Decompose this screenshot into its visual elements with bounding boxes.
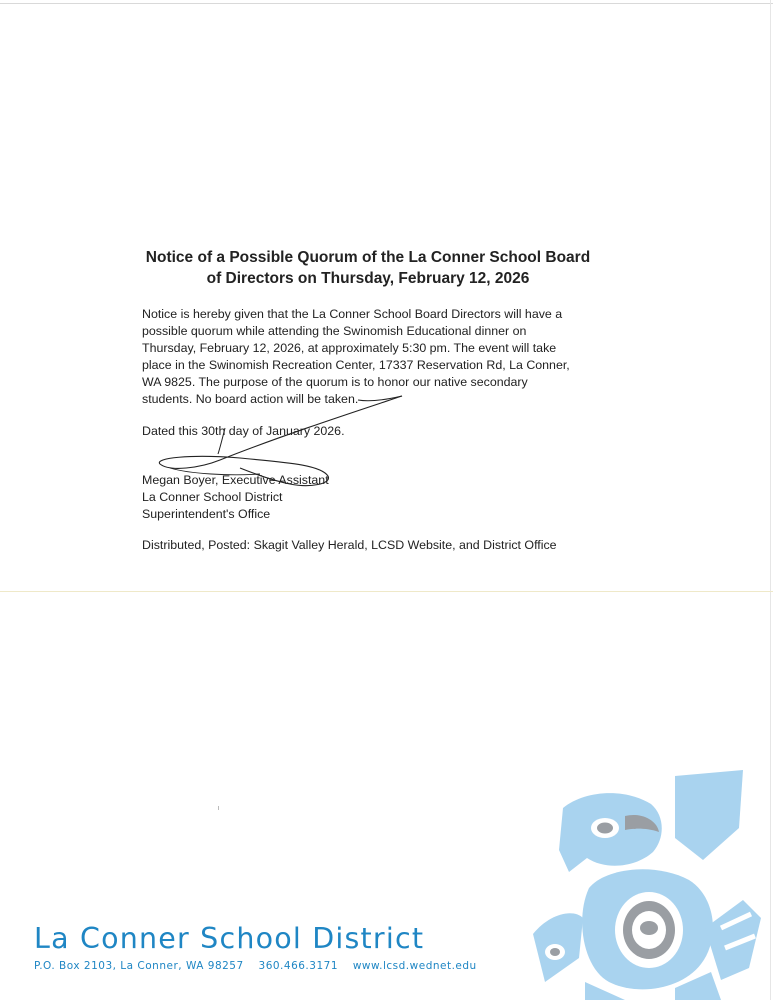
notice-title <box>120 247 616 289</box>
district-name: La Conner School District <box>34 922 425 955</box>
distribution-line: Distributed, Posted: Skagit Valley Herald, LCSD Website, and District Office <box>142 538 557 552</box>
eagle-formline-logo <box>525 768 773 1000</box>
dated-line: Dated this 30th day of January 2026. <box>142 424 345 438</box>
handwritten-signature <box>130 388 420 498</box>
notice-title-line: of Directors on Thursday, February 12, 2026 <box>206 270 530 287</box>
address-text: P.O. Box 2103, La Conner, WA 98257 <box>34 960 244 972</box>
body-line: possible quorum while attending the Swinomish Educational dinner on <box>142 324 527 338</box>
signatory-organization: La Conner School District <box>142 490 283 504</box>
phone-text: 360.466.3171 <box>258 960 338 972</box>
body-line: students. No board action will be taken. <box>142 392 359 406</box>
notice-title-line: Notice of a Possible Quorum of the La Conner School Board <box>145 249 591 266</box>
body-line: place in the Swinomish Recreation Center, 17337 Reservation Rd, La Conner, <box>142 358 570 372</box>
body-line: Notice is hereby given that the La Conner School Board Directors will have a <box>142 307 563 321</box>
scan-speck <box>218 806 219 810</box>
letterhead-contact <box>34 960 488 972</box>
website-text: www.lcsd.wednet.edu <box>352 960 477 972</box>
signatory-office: Superintendent's Office <box>142 507 271 521</box>
body-line: WA 9825. The purpose of the quorum is to honor our native secondary <box>142 375 528 389</box>
signatory-name-title: Megan Boyer, Executive Assistant <box>142 473 329 487</box>
body-line: Thursday, February 12, 2026, at approximately 5:30 pm. The event will take <box>142 341 557 355</box>
